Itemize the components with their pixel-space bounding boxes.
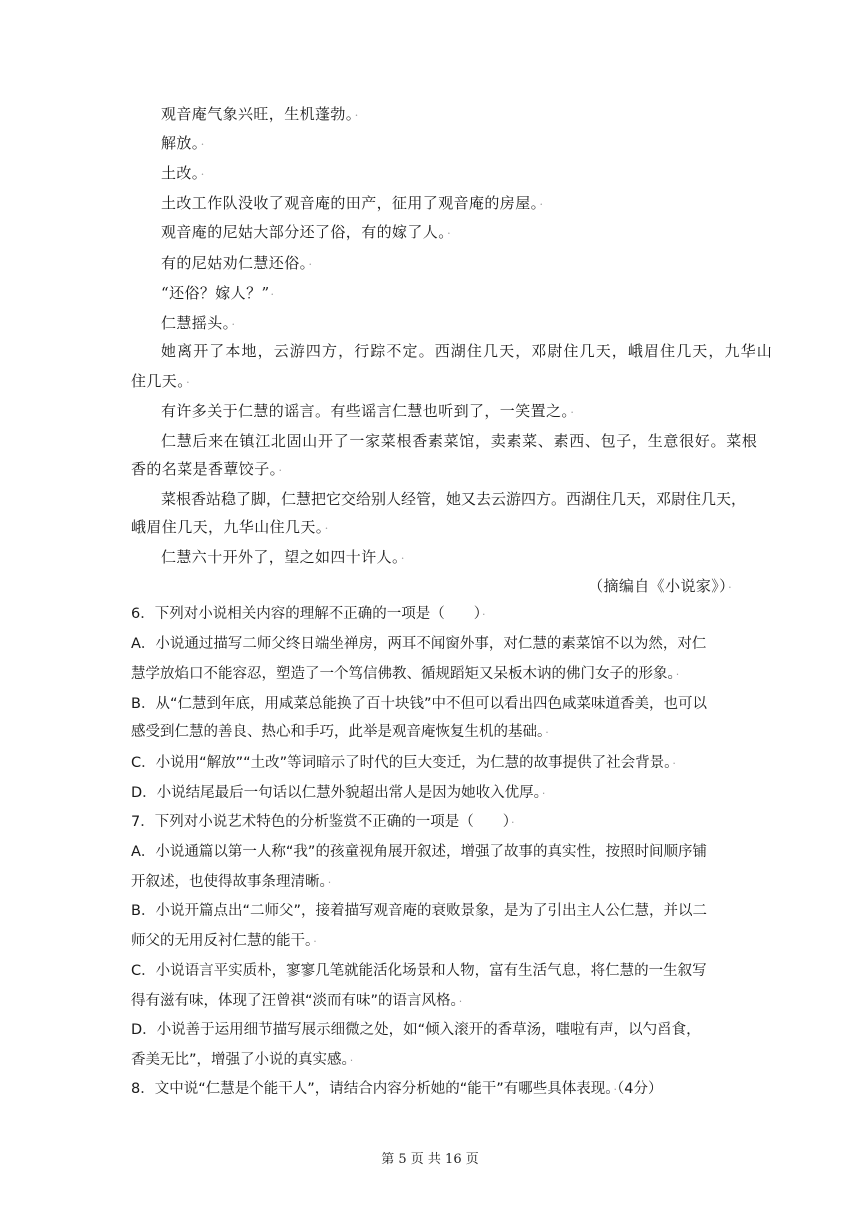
question-6-option-c: C．小说用“解放”“土改”等词暗示了时代的巨大变迁，为仁慧的故事提供了社会背景。· xyxy=(131,755,676,771)
story-paragraph: 有许多关于仁慧的谣言。有些谣言仁慧也听到了，一笑置之。· xyxy=(161,402,575,420)
question-7-option-c: 得有滋有味，体现了汪曾祺“淡而有味”的语言风格。· xyxy=(131,993,463,1009)
question-7-option-d: 香美无比”，增强了小说的真实感。· xyxy=(131,1052,354,1068)
story-source: （摘编自《小说家》）· xyxy=(588,577,732,595)
question-6-option-a: 慧学放焰口不能容忍，塑造了一个笃信佛教、循规蹈矩又呆板木讷的佛门女子的形象。· xyxy=(131,666,680,682)
story-paragraph: 仁慧摇头。· xyxy=(161,314,236,332)
story-paragraph: 峨眉住几天，九华山住几天。· xyxy=(131,518,329,536)
story-paragraph: “还俗？嫁人？”· xyxy=(161,284,275,302)
story-paragraph: 解放。· xyxy=(161,134,205,152)
question-8-stem: 8．文中说“仁慧是个能干人”，请结合内容分析她的“能干”有哪些具体表现。·（4分） xyxy=(131,1081,663,1097)
question-8-score: （4分） xyxy=(617,1081,663,1097)
question-7-option-a: A．小说通篇以第一人称“我”的孩童视角展开叙述，增强了故事的真实性，按照时间顺序铺 xyxy=(131,844,707,860)
story-paragraph: 仁慧后来在镇江北固山开了一家菜根香素菜馆，卖素菜、素西、包子，生意很好。菜根 xyxy=(161,432,758,450)
story-paragraph: 土改。· xyxy=(161,164,205,182)
question-6-option-a: A．小说通过描写二师父终日端坐禅房，两耳不闻窗外事，对仁慧的素菜馆不以为然，对仁 xyxy=(131,636,707,652)
question-6-option-b: 感受到仁慧的善良、热心和手巧，此举是观音庵恢复生机的基础。· xyxy=(131,724,549,740)
question-6-stem: 6．下列对小说相关内容的理解不正确的一项是（ ）· xyxy=(131,606,486,622)
story-paragraph: 仁慧六十开外了，望之如四十许人。· xyxy=(161,548,405,566)
question-7-option-a: 开叙述，也使得故事条理清晰。· xyxy=(131,874,332,890)
question-7-option-b: 师父的无用反衬仁慧的能干。· xyxy=(131,933,317,949)
question-7-option-c: C．小说语言平实质朴，寥寥几笔就能活化场景和人物，富有生活气息，将仁慧的一生叙写 xyxy=(131,963,707,979)
story-paragraph: 住几天。· xyxy=(131,372,191,390)
page-footer: 第 5 页 共 16 页 xyxy=(381,1152,479,1167)
story-paragraph: 观音庵气象兴旺，生机蓬勃。· xyxy=(161,105,359,123)
story-paragraph: 土改工作队没收了观音庵的田产，征用了观音庵的房屋。· xyxy=(161,194,544,212)
question-6-option-b: B．从“仁慧到年底，用咸菜总能换了百十块钱”中不但可以看出四色咸菜味道香美，也可以 xyxy=(131,696,707,712)
question-6-option-d: D．小说结尾最后一句话以仁慧外貌超出常人是因为她收入优厚。· xyxy=(131,785,546,801)
question-7-option-b: B．小说开篇点出“二师父”，接着描写观音庵的衰败景象，是为了引出主人公仁慧，并以二 xyxy=(131,903,707,919)
story-paragraph: 有的尼姑劝仁慧还俗。· xyxy=(161,254,313,272)
question-7-option-d: D．小说善于运用细节描写展示细微之处，如“倾入滚开的香草汤，嗤啦有声，以勺舀食， xyxy=(131,1022,701,1038)
story-paragraph: 她离开了本地，云游四方，行踪不定。西湖住几天，邓尉住几天，峨眉住几天，九华山 xyxy=(161,342,773,360)
story-paragraph: 菜根香站稳了脚，仁慧把它交给别人经管，她又去云游四方。西湖住几天，邓尉住几天， xyxy=(161,490,747,508)
question-7-stem: 7．下列对小说艺术特色的分析鉴赏不正确的一项是（ ）· xyxy=(131,814,515,830)
story-paragraph: 香的名菜是香蕈饺子。· xyxy=(131,460,283,478)
story-paragraph: 观音庵的尼姑大部分还了俗，有的嫁了人。· xyxy=(161,223,452,241)
